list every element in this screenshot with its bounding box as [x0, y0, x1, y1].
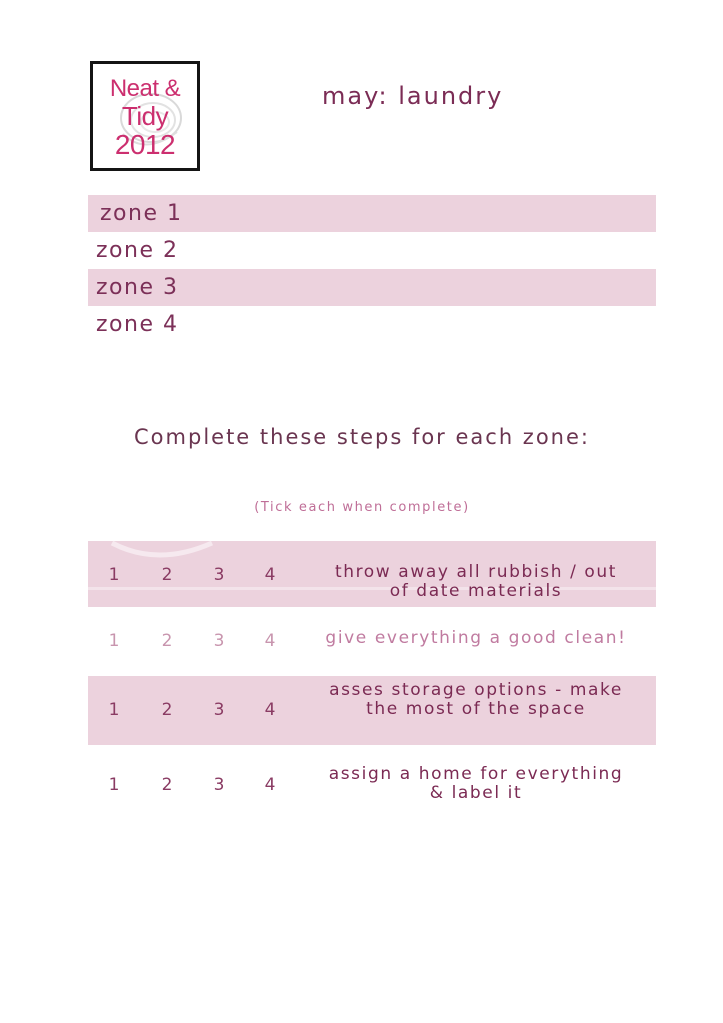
tick-number-2[interactable]: 2 [161, 775, 173, 795]
zone-row-3 [88, 269, 656, 306]
steps-subheading: (Tick each when complete) [254, 500, 470, 515]
zone-label: zone 2 [96, 238, 179, 263]
zone-label: zone 4 [96, 312, 179, 337]
zone-label: zone 1 [100, 201, 183, 226]
logo-text-tidy: Tidy [121, 101, 169, 131]
step-text: asses storage options - make the most of the space [329, 680, 623, 719]
zone-label: zone 3 [96, 275, 179, 300]
tick-number-4[interactable]: 4 [264, 565, 276, 585]
neat-tidy-logo [90, 61, 200, 171]
tick-number-1[interactable]: 1 [108, 631, 120, 651]
step-row-1 [88, 541, 656, 607]
month-title: may: laundry [322, 82, 504, 110]
step-row-3 [88, 676, 656, 745]
tick-number-4[interactable]: 4 [264, 700, 276, 720]
tick-number-3[interactable]: 3 [213, 700, 225, 720]
tick-number-2[interactable]: 2 [161, 700, 173, 720]
zone-row-2 [88, 232, 656, 269]
tick-number-4[interactable]: 4 [264, 775, 276, 795]
tick-number-4[interactable]: 4 [264, 631, 276, 651]
steps-heading: Complete these steps for each zone: [134, 425, 590, 449]
tick-number-3[interactable]: 3 [213, 565, 225, 585]
tick-number-1[interactable]: 1 [108, 565, 120, 585]
logo-text-neat: Neat & [109, 75, 181, 102]
step-row-2 [88, 620, 656, 670]
tick-number-3[interactable]: 3 [213, 631, 225, 651]
step-text: give everything a good clean! [325, 628, 627, 648]
tick-number-1[interactable]: 1 [108, 700, 120, 720]
tick-number-2[interactable]: 2 [161, 631, 173, 651]
logo-text-year: 2012 [114, 129, 176, 160]
step-text: assign a home for everything & label it [328, 764, 624, 803]
zone-row-4 [88, 306, 656, 343]
zone-row-1 [88, 195, 656, 232]
step-text: throw away all rubbish / out of date materials [334, 562, 618, 601]
tick-number-2[interactable]: 2 [161, 565, 173, 585]
watermark-swirl-icon [108, 539, 218, 563]
tick-number-3[interactable]: 3 [213, 775, 225, 795]
tick-number-1[interactable]: 1 [108, 775, 120, 795]
step-row-4 [88, 760, 656, 810]
